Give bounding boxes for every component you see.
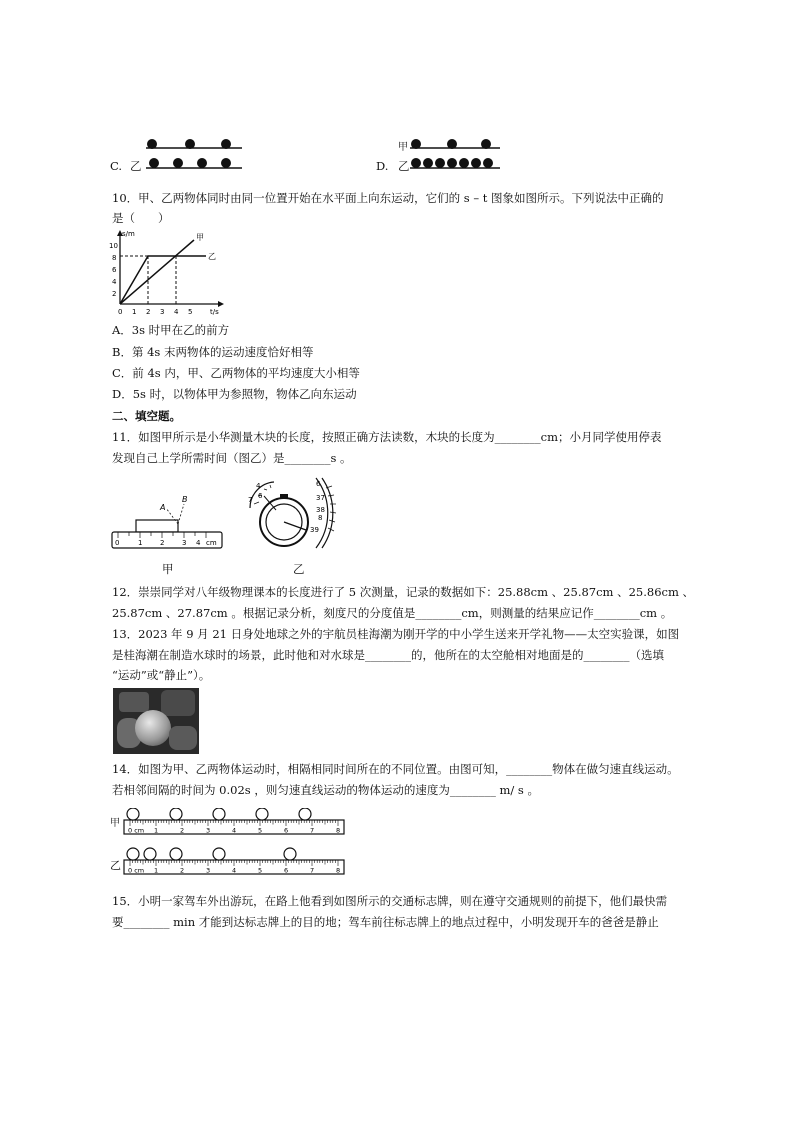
q11-wood-block: [136, 520, 178, 532]
q11-big-37: 37: [316, 494, 325, 502]
q11-ruler-figure: [110, 496, 228, 556]
q14-ruler-number: 1: [154, 866, 159, 875]
q14-ruler-number: 2: [180, 866, 185, 875]
q9-option-d-label: D.: [376, 159, 389, 173]
q9-option-c-label: C.: [110, 159, 123, 173]
q14-ruler-number: 8: [336, 826, 341, 835]
q10-x-tick-2: 2: [146, 308, 151, 316]
q14-ruler-number: 6: [284, 866, 289, 875]
q14-ruler-figure: [110, 808, 350, 880]
q14-ruler-number: 2: [180, 826, 185, 835]
q10-line-jia: [120, 240, 194, 304]
q9-option-d-dots: [376, 136, 516, 176]
q11-line1: 11．如图甲所示是小华测量木块的长度，按照正确方法读数，木块的长度为________cm；小月同学使用停表: [112, 430, 662, 444]
q11-big-38: 38: [316, 506, 325, 514]
q14-ruler-number: 0 cm: [128, 826, 145, 835]
q14-label-jia: 甲: [110, 818, 120, 829]
q11-ruler-unit: cm: [206, 539, 217, 547]
q13-line2: 是桂海潮在制造水球时的场景，此时他和对水球是________的，他所在的太空舱相对地面是的________（选填: [112, 648, 664, 662]
q11-caption-jia: 甲: [162, 562, 174, 576]
q13-line3: “运动”或“静止”）。: [112, 668, 211, 682]
q10-x-tick-5: 5: [188, 308, 193, 316]
q10-label-jia: 甲: [196, 233, 204, 242]
q9-option-d-figure: [376, 136, 516, 176]
q12-line2: 25.87cm 、27.87cm 。根据记录分析，刻度尺的分度值是________cm，则测量的结果应记作________cm 。: [112, 606, 673, 620]
q14-ruler-number: 3: [206, 826, 211, 835]
q10-y-tick-2: 2: [112, 290, 117, 298]
q14-ruler-number: 3: [206, 866, 211, 875]
q11-big-6: 6: [316, 480, 321, 488]
q11-ruler-1: 1: [138, 539, 143, 547]
q10-label-yi: 乙: [208, 252, 216, 261]
q15-line1: 15．小明一家驾车外出游玩，在路上他看到如图所示的交通标志牌，则在遵守交通规则的前提下，他们最快需: [112, 894, 668, 908]
section-2-title: 二、填空题。: [112, 409, 181, 423]
q11-big-8: 8: [318, 514, 323, 522]
q10-x-tick-0: 0: [118, 308, 123, 316]
q14-ruler-number: 4: [232, 826, 237, 835]
q13-line1: 13．2023 年 9 月 21 日身处地球之外的宇航员桂海潮为刚开学的中小学生送来开学礼物——太空实验课，如图: [112, 627, 680, 641]
q14-line2: 若相邻间隔的时间为 0.02s ，则匀速直线运动的物体运动的速度为________ m/ s 。: [112, 783, 539, 797]
q10-y-tick-8: 8: [112, 254, 117, 262]
q14-balls-yi: [127, 848, 296, 860]
water-ball: [135, 710, 171, 746]
q14-ruler-number: 8: [336, 866, 341, 875]
q14-ruler-number: 0 cm: [128, 866, 145, 875]
q10-option-c: C．前 4s 内，甲、乙两物体的平均速度大小相等: [112, 366, 360, 380]
q10-y-tick-4: 4: [112, 278, 117, 286]
q10-y-axis-label: s/m: [122, 230, 135, 238]
q14-label-yi: 乙: [110, 859, 121, 872]
q14-ruler-number: 6: [284, 826, 289, 835]
q11-ruler-0: 0: [115, 539, 120, 547]
q11-big-39: 39: [310, 526, 319, 534]
q13-astronaut-photo: [113, 688, 199, 754]
q10-option-b: B．第 4s 末两物体的运动速度恰好相等: [112, 345, 314, 359]
q14-ruler-number: 7: [310, 826, 315, 835]
q10-x-tick-1: 1: [132, 308, 137, 316]
q11-ruler-3: 3: [182, 539, 187, 547]
q12-line1: 12．崇崇同学对八年级物理课本的长度进行了 5 次测量，记录的数据如下：25.88cm 、25.87cm 、25.86cm 、: [112, 585, 695, 599]
q11-line2: 发现自己上学所需时间（图乙）是________s 。: [112, 451, 352, 465]
q11-small-7: 7: [248, 496, 253, 504]
q10-line-yi: [120, 256, 206, 304]
q11-view-b: B: [182, 496, 188, 504]
q11-ruler-4: 4: [196, 539, 201, 547]
q9-option-d-yi: 乙: [398, 159, 410, 173]
q10-x-tick-4: 4: [174, 308, 179, 316]
q9-option-d-jia: 甲: [398, 142, 408, 153]
q10-x-tick-3: 3: [160, 308, 165, 316]
q14-ruler-number: 4: [232, 866, 237, 875]
q10-option-a: A．3s 时甲在乙的前方: [112, 323, 230, 337]
q11-stopwatch-figure: [246, 474, 346, 552]
q10-y-tick-10: 10: [109, 242, 118, 250]
q14-ruler-number: 5: [258, 866, 263, 875]
q14-ruler-number: 7: [310, 866, 315, 875]
q15-line2: 要________ min 才能到达标志牌上的目的地；驾车前往标志牌上的地点过程中，小明发现开车的爸爸是静止: [112, 915, 659, 929]
q14-balls-jia: [127, 808, 311, 820]
q11-small-4: 4: [256, 482, 261, 490]
q11-ruler-2: 2: [160, 539, 165, 547]
q14-ruler-number: 5: [258, 826, 263, 835]
q14-line1: 14．如图为甲、乙两物体运动时，相隔相同时间所在的不同位置。由图可知，________物体在做匀速直线运动。: [112, 762, 679, 776]
q11-view-a: A: [160, 503, 166, 512]
q10-st-graph: [106, 228, 226, 318]
q10-stem-line1: 10．甲、乙两物体同时由同一位置开始在水平面上向东运动，它们的 s – t 图象如图所示。下列说法中正确的: [112, 191, 664, 205]
q9-option-c-yi: 乙: [130, 159, 142, 173]
q14-ruler-number: 1: [154, 826, 159, 835]
q10-y-tick-6: 6: [112, 266, 117, 274]
q10-x-axis-label: t/s: [210, 308, 219, 316]
q11-caption-yi: 乙: [293, 562, 305, 576]
q10-stem-line2: 是（ ）: [112, 211, 170, 225]
q9-option-c-figure: [110, 136, 250, 176]
q11-small-6: 6: [258, 492, 263, 500]
q10-option-d: D．5s 时，以物体甲为参照物，物体乙向东运动: [112, 387, 357, 401]
